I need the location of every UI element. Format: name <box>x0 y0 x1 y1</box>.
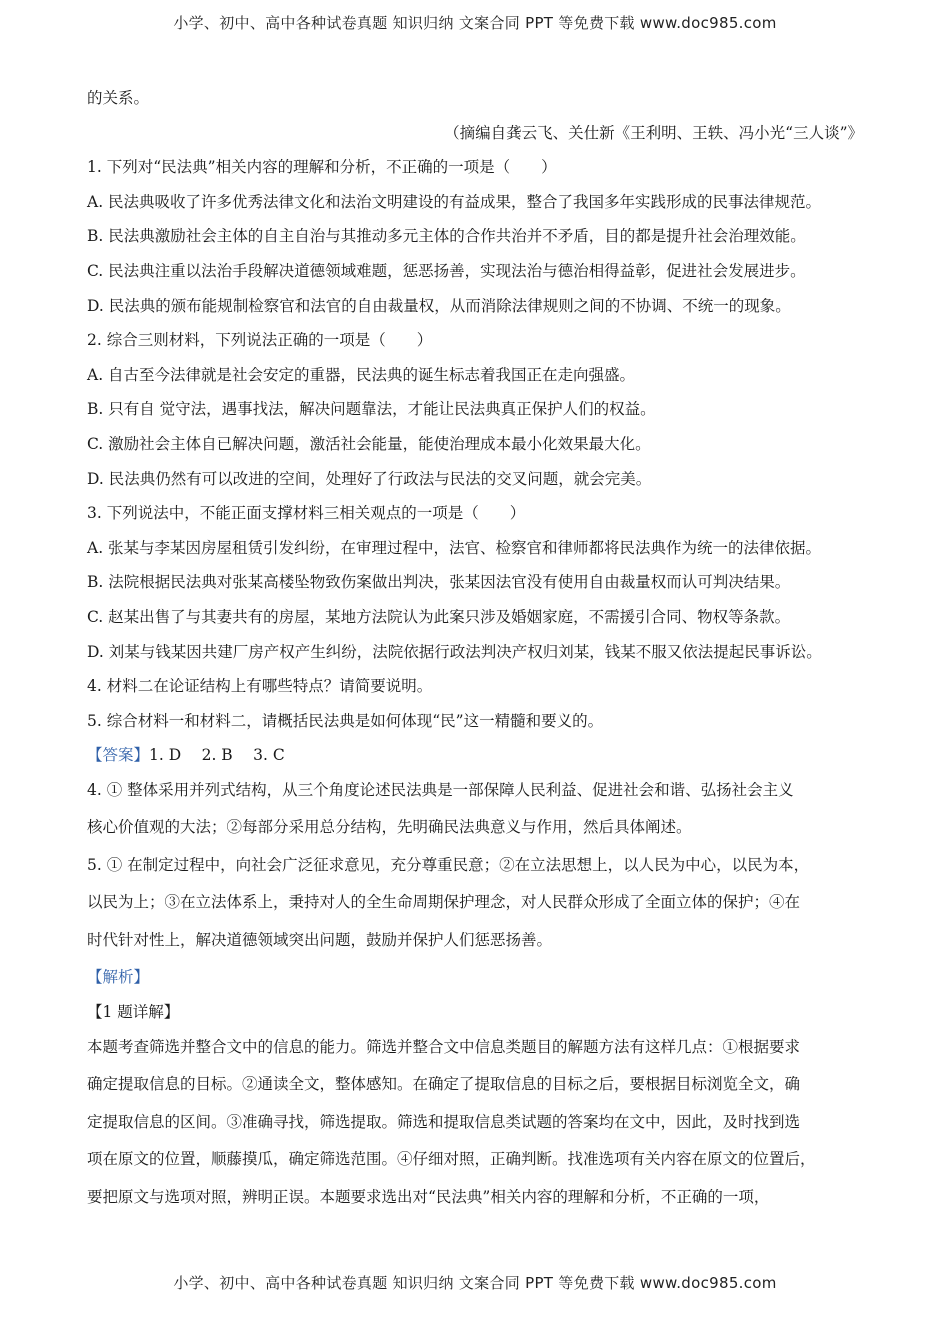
question-2: 2. 综合三则材料，下列说法正确的一项是（ ） <box>87 331 433 350</box>
question-3-option-a: A. 张某与李某因房屋租赁引发纠纷，在审理过程中，法官、检察官和律师都将民法典作为统一的法律依据。 <box>87 538 822 557</box>
text-line: 的关系。 <box>87 89 150 107</box>
analysis-line: 要把原文与选项对照，辨明正误。本题要求选出对“民法典”相关内容的理解和分析，不正确的一项， <box>87 1187 770 1206</box>
question-1-option-a: A. 民法典吸收了许多优秀法律文化和法治文明建设的有益成果，整合了我国多年实践形成的民事法律规范。 <box>87 192 822 211</box>
answer-line: 4. ① 整体采用并列式结构，从三个角度论述民法典是一部保障人民利益、促进社会和谐、弘扬社会主义 <box>87 780 794 799</box>
question-1-option-d: D. 民法典的颁布能规制检察官和法官的自由裁量权，从而消除法律规则之间的不协调、不统一的现象。 <box>87 296 791 315</box>
source-citation: （摘编自龚云飞、关仕新《王利明、王轶、冯小光“三人谈”》 <box>444 123 863 142</box>
answer-choices: 1. D 2. B 3. C <box>149 746 285 765</box>
question-3-option-d: D. 刘某与钱某因共建厂房产权产生纠纷，法院依据行政法判决产权归刘某，钱某不服又依法提起民事诉讼。 <box>87 642 822 661</box>
question-5: 5. 综合材料一和材料二，请概括民法典是如何体现“民”这一精髓和要义的。 <box>87 711 604 730</box>
question-2-option-c: C. 激励社会主体自已解决问题，激活社会能量，能使治理成本最小化效果最大化。 <box>87 434 651 453</box>
answer-line: 时代针对性上，解决道德领域突出问题，鼓励并保护人们惩恶扬善。 <box>87 930 553 949</box>
answer-line: 以民为上；③在立法体系上，秉持对人的全生命周期保护理念，对人民群众形成了全面立体的保护；④在 <box>87 893 801 912</box>
answer-row <box>87 745 877 780</box>
page-footer: 小学、初中、高中各种试卷真题 知识归纳 文案合同 PPT 等免费下载 www.doc985.com <box>173 1274 777 1292</box>
analysis-line: 本题考查筛选并整合文中的信息的能力。筛选并整合文中信息类题目的解题方法有这样几点：①根据要求 <box>87 1037 801 1056</box>
analysis-line: 定提取信息的区间。③准确寻找，筛选提取。筛选和提取信息类试题的答案均在文中，因此，及时找到选 <box>87 1112 801 1131</box>
question-4: 4. 材料二在论证结构上有哪些特点？请简要说明。 <box>87 677 433 696</box>
document-body <box>87 88 877 1224</box>
question-2-option-b: B. 只有自 觉守法，遇事找法，解决问题靠法，才能让民法典真正保护人们的权益。 <box>87 400 656 419</box>
question-1-option-b: B. 民法典激励社会主体的自主自治与其推动多元主体的合作共治并不矛盾，目的都是提升社会治理效能。 <box>87 227 806 246</box>
analysis-tag: 【解析】 <box>87 968 150 987</box>
question-2-option-d: D. 民法典仍然有可以改进的空间，处理好了行政法与民法的交叉问题，就会完美。 <box>87 469 652 488</box>
question-3-option-b: B. 法院根据民法典对张某高楼坠物致伤案做出判决，张某因法官没有使用自由裁量权而认可判决结果。 <box>87 573 791 592</box>
question-3: 3. 下列说法中，不能正面支撑材料三相关观点的一项是（ ） <box>87 504 526 523</box>
answer-tag: 【答案】 <box>87 746 150 765</box>
analysis-line: 项在原文的位置，顺藤摸瓜，确定筛选范围。④仔细对照，正确判断。找准选项有关内容在原文的位置后， <box>87 1150 816 1169</box>
question-1-option-c: C. 民法典注重以法治手段解决道德领域难题，惩恶扬善，实现法治与德治相得益彰，促进社会发展进步。 <box>87 261 806 280</box>
answer-line: 核心价值观的大法；②每部分采用总分结构，先明确民法典意义与作用，然后具体阐述。 <box>87 818 692 837</box>
question-1: 1. 下列对“民法典”相关内容的理解和分析，不正确的一项是（ ） <box>87 158 557 177</box>
page-header: 小学、初中、高中各种试卷真题 知识归纳 文案合同 PPT 等免费下载 www.doc985.com <box>173 14 777 32</box>
question-3-option-c: C. 赵某出售了与其妻共有的房屋，某地方法院认为此案只涉及婚姻家庭，不需援引合同、物权等条款。 <box>87 607 791 626</box>
analysis-line: 确定提取信息的目标。②通读全文，整体感知。在确定了提取信息的目标之后，要根据目标浏览全文，确 <box>87 1075 801 1094</box>
question-2-option-a: A. 自古至今法律就是社会安定的重器，民法典的诞生标志着我国正在走向强盛。 <box>87 365 636 384</box>
analysis-subheading: 【1 题详解】 <box>87 1002 180 1021</box>
answer-line: 5. ① 在制定过程中，向社会广泛征求意见，充分尊重民意；②在立法思想上，以人民为中心，以民为本， <box>87 855 810 874</box>
